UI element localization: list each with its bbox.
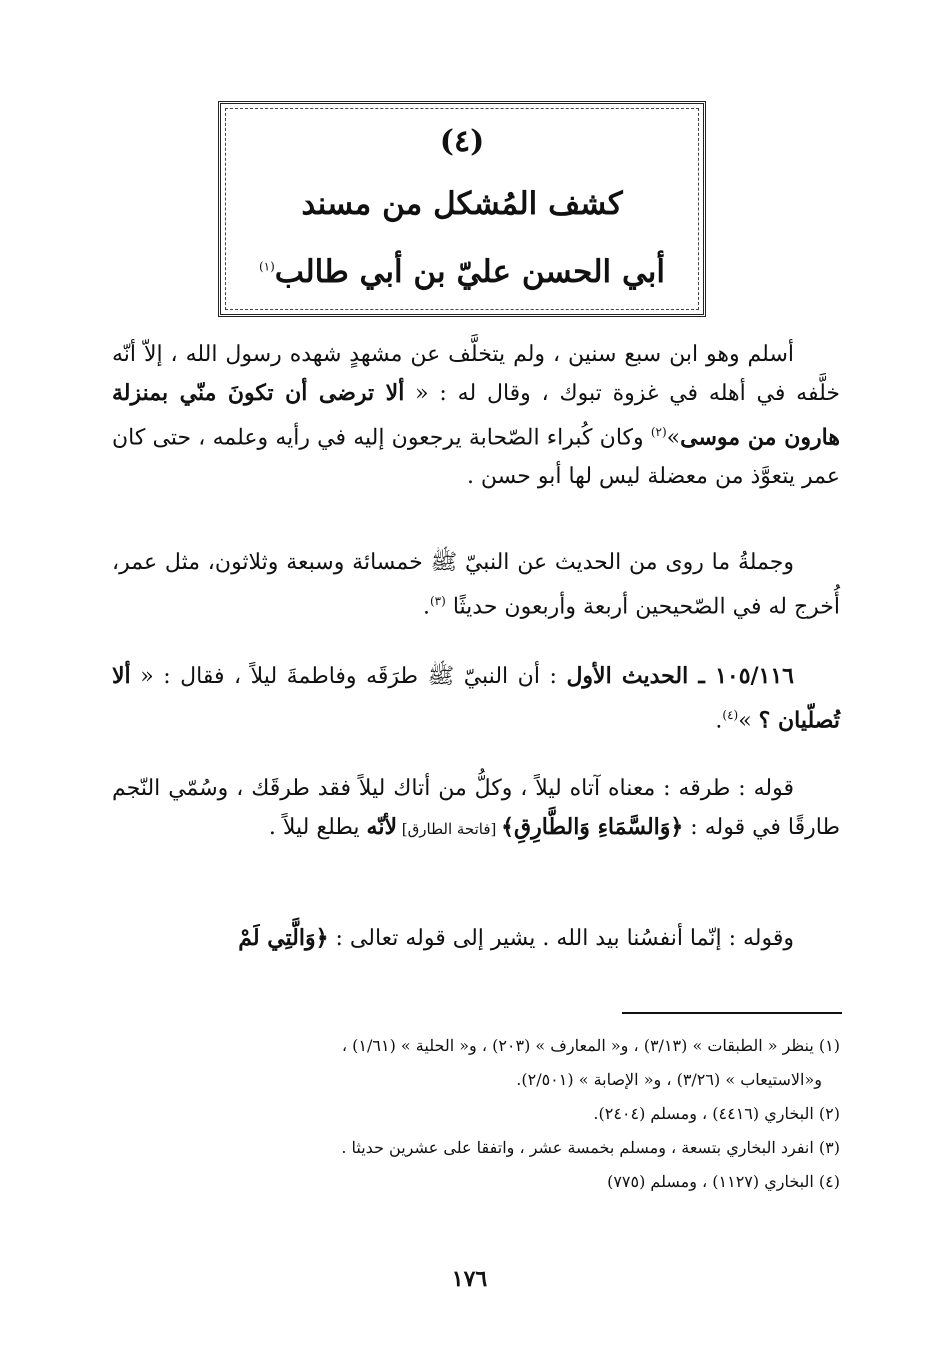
footnote-1: (١) ينظر « الطبقات » (٣/١٣) ، و« المعارف » (٢٠٣) ، و« الحلية » (١/٦١) ، xyxy=(341,1036,840,1055)
footnote-separator xyxy=(622,1012,842,1014)
p2-text-b: . xyxy=(422,594,430,620)
footnote-4: (٤) البخاري (١١٢٧) ، ومسلم (٧٧٥) xyxy=(607,1172,840,1191)
footnote-ref-4: (٤) xyxy=(722,708,739,722)
footnote-1-continued: و«الاستيعاب » (٣/٢٦) ، و« الإصابة » (٢/٥٠١). xyxy=(516,1070,822,1089)
paragraph-biography xyxy=(112,335,840,496)
footnotes xyxy=(112,1029,840,1199)
chapter-number: (٤) xyxy=(439,124,485,159)
p4-text-c: لأنّه xyxy=(366,814,397,840)
surah-reference: [فاتحة الطارق] xyxy=(397,820,502,838)
p4-text-a: قوله : طرقه : معناه آتاه ليلاً ، وكلُّ من أتاك ليلاً فقد طرقَك ، وسُمّي النّجم طارقًا في قوله : xyxy=(112,776,840,840)
footnote-3: (٣) انفرد البخاري بتسعة ، ومسلم بخمسة عشر ، واتفقا على عشرين حديثا . xyxy=(341,1138,840,1157)
hadith-heading: الحديث الأول xyxy=(566,663,689,689)
footnote-2: (٢) البخاري (٤٤١٦) ، ومسلم (٢٤٠٤). xyxy=(593,1104,840,1123)
p3-text-c: » xyxy=(738,708,759,734)
p5-text-a: وقوله : إنّما أنفسُنا بيد الله . يشير إلى قوله تعالى : xyxy=(328,926,794,951)
footnote-ref-3: (٣) xyxy=(429,594,446,608)
footnote-ref-1: (١) xyxy=(258,259,275,274)
paragraph-explanation-tariq xyxy=(112,769,840,849)
hadith-number: ١٠٥/١١٦ ـ xyxy=(688,663,794,689)
p2-text-a: وجملةُ ما روى من الحديث عن النبيّ ﷺ خمسائة وسبعة وثلاثون، مثل عمر، أُخرج له في الصّحيحين أربعة وأربعون حديثًا xyxy=(112,550,840,620)
quran-verse-tariq: ﴿وَالسَّمَاءِ وَالطَّارِقِ﴾ xyxy=(501,814,684,840)
hadith-quote-bold-2: ألا تُصلّيان ؟ xyxy=(112,663,840,734)
p3-text-d: . xyxy=(715,708,723,734)
p3-text-a: : أن النبيّ ﷺ طرَقَه وفاطمةَ ليلاً ، فقال : « xyxy=(130,664,567,689)
p1-text-d: وكان كُبراء الصّحابة يرجعون إليه في رأيه وعلمه ، حتى كان عمر يتعوَّذ من معضلة ليس لها أبو حسن . xyxy=(112,425,840,490)
chapter-title-box xyxy=(218,101,706,317)
quran-verse-start: ﴿وَالَّتِي لَمْ xyxy=(238,925,329,951)
paragraph-first-hadith xyxy=(112,657,840,740)
chapter-title-line-1: كشف المُشكل من مسند xyxy=(301,186,623,222)
paragraph-hadith-count xyxy=(112,543,840,626)
p1-text-c: » xyxy=(666,425,681,451)
p4-text-d: يطلع ليلاً . xyxy=(268,815,367,840)
chapter-title-text: أبي الحسن عليّ بن أبي طالب xyxy=(274,254,666,290)
footnote-ref-2: (٢) xyxy=(650,425,667,439)
hadith-quote-bold: ألا ترضى أن تكونَ منّي بمنزلة هارون من موسى xyxy=(112,380,840,451)
page-number: ١٧٦ xyxy=(451,1266,488,1292)
p1-text-a: أسلم وهو ابن سبع سنين ، ولم يتخلَّف عن مشهدٍ شهده رسول الله ، إلاّ أنّه خلَّفه في أهله في غزوة تبوك ، وقال له : « xyxy=(112,342,840,406)
paragraph-explanation-anfus xyxy=(112,919,840,958)
chapter-title-line-2 xyxy=(221,254,703,290)
